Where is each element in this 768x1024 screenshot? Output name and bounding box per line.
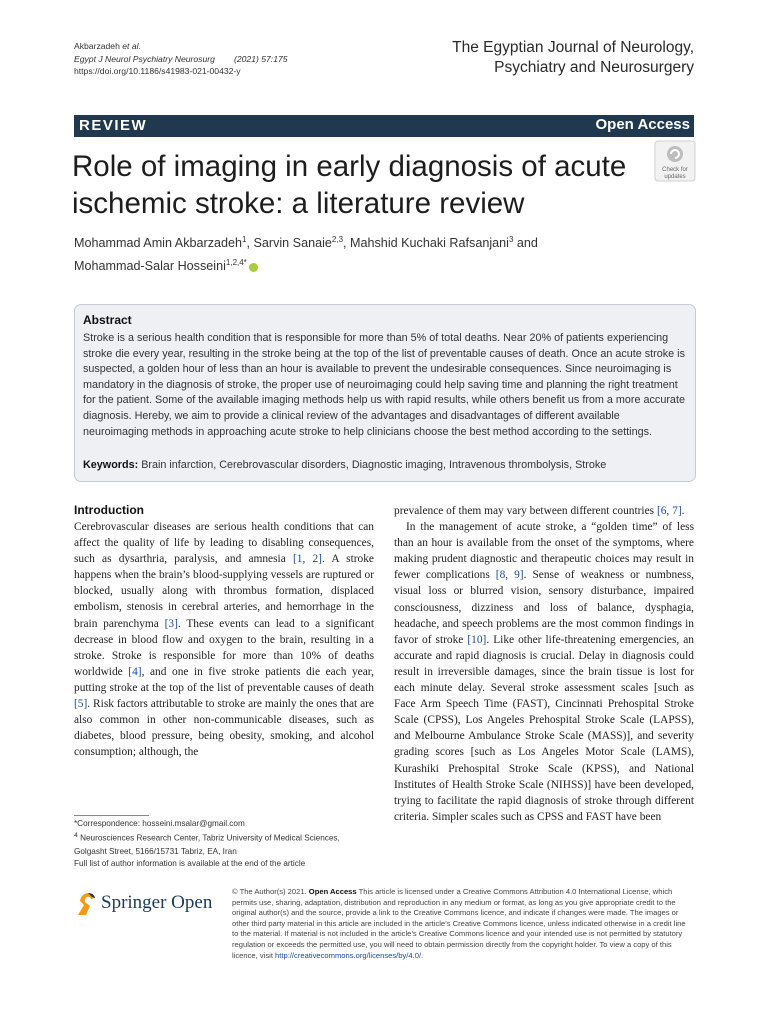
- author-name[interactable]: Mohammad Amin Akbarzadeh: [74, 236, 243, 251]
- license-text: This article is licensed under a Creative Commons Attribution 4.0 International License, which permits use, sharing, adaptation, distribution and reproduction in any medium or format, as long as you give appropriate credit to the original author(s) and the source, provide a link to the Creative Commons licence, and indicate if changes were made. The images or other third party material in this article are included in the article’s Creative Commons licence, unless indicated otherwise in a credit line to the material. If material is not included in the article’s Creative Commons licence and your intended use is not permitted by statutory regulation or exceeds the permitted use, you will need to obtain permission directly from the copyright holder. To view a copy of this licence, visit: [232, 887, 686, 960]
- citation-link[interactable]: [5]: [74, 698, 88, 711]
- affiliation-number: 4: [74, 832, 78, 840]
- citation-link[interactable]: [1, 2]: [292, 553, 322, 566]
- journal-name: [452, 38, 694, 78]
- citation-journal: Egypt J Neurol Psychiatry Neurosurg: [74, 53, 215, 64]
- abstract-heading: Abstract: [83, 313, 132, 327]
- citation-link[interactable]: [10]: [467, 633, 487, 646]
- journal-line-1: The Egyptian Journal of Neurology,: [452, 39, 694, 56]
- keywords-line: [83, 459, 688, 471]
- author-affiliation: 2,3: [331, 235, 344, 244]
- author-list: [74, 230, 634, 276]
- license-open-access: Open Access: [308, 887, 357, 896]
- orcid-icon[interactable]: [249, 263, 258, 272]
- section-heading-introduction: Introduction: [74, 503, 144, 517]
- body-text: . Sense of weakness or numbness, visual loss or blurred vision, sensory disturbance, impaired consciousness, dizziness and loss of balance, dysphagia, headache, and speech problems are the most common findings in favor of stroke: [394, 569, 694, 646]
- abstract-body: Stroke is a serious health condition that is responsible for more than 5% of total deaths. Near 20% of patients experiencing stroke die every year, resulting in the stroke being at the top of the list of preventable causes of death. Once an acute stroke is suspected, a golden hour of less than an hour is available to prevent the undesirable consequences. Since neuroimaging is mandatory in the diagnosis of stroke, the proper use of neuroimaging could help saving time and planning the right treatment for the patient. Some of the available imaging methods help us with rapid results, while others benefit us from a more accurate diagnosis. Hereby, we aim to provide a clinical review of the advantages and disadvantages of different available neuroimaging methods in approaching acute stroke to help clinicians choose the best method according to the settings.: [83, 332, 685, 438]
- article-type-label: REVIEW: [79, 117, 148, 134]
- abstract-box: [74, 304, 696, 482]
- body-text: In the management of acute stroke, a “golden time” of less than an hour is available from the onset of the symptoms, where making prudent diagnostic and therapeutic choices may result in fewer complications: [394, 521, 694, 582]
- citation-link[interactable]: [8, 9]: [495, 569, 524, 582]
- license-link[interactable]: http://creativecommons.org/licenses/by/4.0/: [275, 950, 422, 960]
- doi-link[interactable]: https://doi.org/10.1186/s41983-021-00432-y: [74, 66, 241, 76]
- citation-link[interactable]: [4]: [128, 665, 142, 678]
- author-name[interactable]: Sarvin Sanaie: [253, 236, 332, 251]
- affiliation-text: Neurosciences Research Center, Tabriz University of Medical Sciences, Golgasht Street, 5166/15731 Tabriz, EA, Iran: [74, 834, 340, 856]
- publisher-name: Springer Open: [101, 892, 213, 913]
- et-al: et al.: [122, 41, 141, 51]
- author-separator: ,: [246, 236, 254, 251]
- body-text: . These events can lead to a significant decrease in blood flow and oxygen to the brain, resulting in a stroke. Stroke is responsible for more than 10% of deaths worldwide: [74, 617, 374, 678]
- springer-open-logo[interactable]: [74, 889, 224, 919]
- intro-paragraph-2: [394, 519, 694, 825]
- footnote-divider: [74, 815, 149, 816]
- keywords-label: Keywords:: [83, 459, 139, 471]
- author-separator: ,: [343, 236, 351, 251]
- first-author: Akbarzadeh: [74, 41, 120, 51]
- author-name[interactable]: Mohammad-Salar Hosseini: [74, 259, 226, 274]
- citation-volume: (2021) 57:175: [234, 53, 288, 64]
- body-text: prevalence of them may vary between different countries: [394, 505, 657, 517]
- intro-paragraph-1-continued: [394, 503, 694, 519]
- citation-link[interactable]: [3]: [164, 617, 178, 630]
- intro-paragraph-1: [74, 519, 374, 760]
- citation-link[interactable]: [6, 7]: [656, 505, 682, 517]
- author-separator: and: [513, 236, 538, 251]
- article-title: Role of imaging in early diagnosis of acute ischemic stroke: a literature review: [72, 150, 627, 220]
- body-column-left: [74, 503, 374, 760]
- check-for-updates-icon: [654, 140, 696, 182]
- article-type-banner: [74, 115, 694, 137]
- check-line-2: updates: [664, 174, 686, 180]
- license-end: .: [421, 950, 424, 960]
- footnotes: [74, 818, 374, 870]
- correspondence-note[interactable]: *Correspondence: hosseini.msalar@gmail.com: [74, 819, 245, 828]
- affiliation-note: [74, 830, 374, 858]
- body-text: .: [681, 505, 685, 517]
- journal-line-2: Psychiatry and Neurosurgery: [494, 59, 694, 76]
- keywords-list: Brain infarction, Cerebrovascular disorders, Diagnostic imaging, Intravenous thrombolysis, Stroke: [141, 459, 607, 471]
- body-text: . Risk factors attributable to stroke are mainly the ones that are also common in other non-communicable diseases, such as diabetes, blood pressure, being obesity, smoking, and alcohol consumption; although, the: [74, 698, 374, 759]
- citation-block: [74, 40, 288, 78]
- body-text: , and one in five stroke patients die each year, putting stroke at the top of the list of preventable causes of death: [74, 665, 374, 694]
- body-text: . A stroke happens when the brain’s blood-supplying vessels are ruptured or blocked, usually along with thrombus formation, displaced embolism, stenosis in cerebral arteries, and hemorrhage in the brain parenchyma: [74, 553, 374, 630]
- check-line-1: Check for: [662, 167, 688, 173]
- body-text: Cerebrovascular diseases are serious health conditions that can affect the quality of life by leading to disabling consequences, such as dysarthria, paralysis, and amnesia: [74, 521, 374, 566]
- author-affiliation: 1: [242, 235, 247, 244]
- author-affiliation: 1,2,4*: [225, 258, 247, 268]
- author-affiliation: 3: [508, 235, 514, 244]
- body-text: . Like other life-threatening emergencies, an accurate and rapid diagnosis is crucial. Delay in diagnosis could result in irreversible damages, since the brain tissue is lost for each minute delay. Several stroke assessment scales [such as Face Arm Speech Time (FAST), Cincinnati Prehospital Stroke Scale (CPSS), Los Angeles Prehospital Stroke Scale (LAPSS), and Melbourne Ambulance Stroke Scale (MASS)], and severity grading scores [such as Los Angeles Motor Scale (LAMS), Kurashiki Prehospital Stroke Scale (KPSS), and National Institutes of Health Stroke Scale (NIHSS)] have been developed, trying to facilitate the rapid diagnosis of stroke through different criteria. Simpler scales such as CPSS and FAST have been: [394, 633, 694, 823]
- check-for-updates-badge[interactable]: [654, 140, 696, 182]
- license-notice: [232, 887, 694, 961]
- copyright-text: © The Author(s) 2021.: [232, 887, 309, 896]
- full-author-info-note: Full list of author information is available at the end of the article: [74, 858, 306, 868]
- body-column-right: [394, 503, 694, 825]
- open-access-label: Open Access: [595, 116, 690, 133]
- springer-horse-icon: [74, 891, 98, 917]
- author-name[interactable]: Mahshid Kuchaki Rafsanjani: [350, 236, 509, 251]
